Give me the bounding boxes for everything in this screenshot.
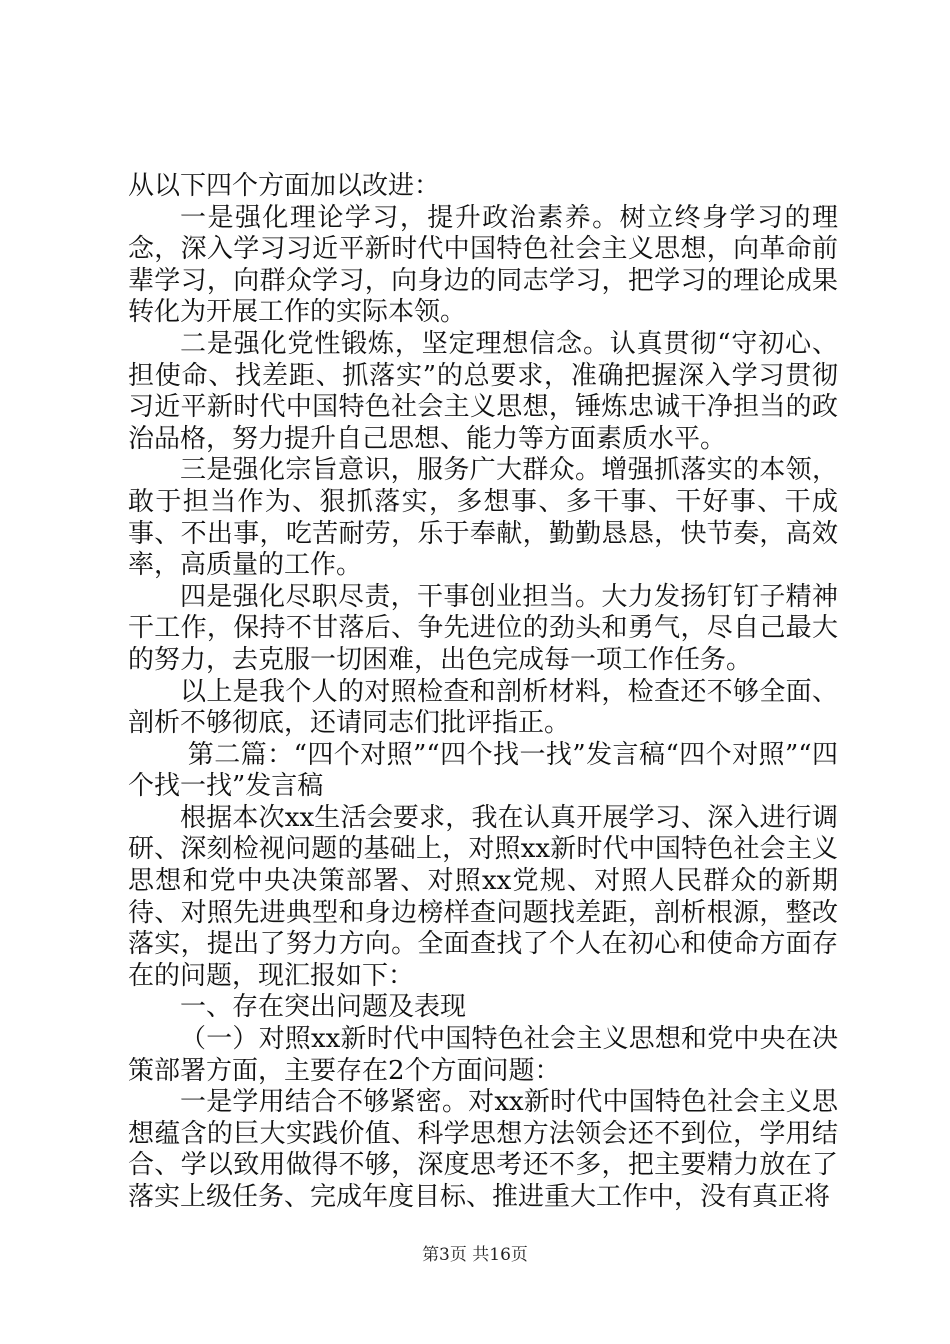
paragraph-improvement-3: 三是强化宗旨意识，服务广大群众。增强抓落实的本领，敢于担当作为、狠抓落实，多想事、多干事、干好事、干成事、不出事，吃苦耐劳，乐于奉献，勤勤恳恳，快节奏，高效率，高质量的工作。	[128, 455, 838, 581]
paragraph-conclusion: 以上是我个人的对照检查和剖析材料，检查还不够全面、剖析不够彻底，还请同志们批评指正。	[128, 676, 838, 739]
paragraph-improvement-1: 一是强化理论学习，提升政治素养。树立终身学习的理念，深入学习习近平新时代中国特色社会主义思想，向革命前辈学习，向群众学习，向身边的同志学习，把学习的理论成果转化为开展工作的实际本领。	[128, 202, 838, 328]
paragraph-improvement-2: 二是强化党性锻炼，坚定理想信念。认真贯彻“守初心、担使命、找差距、抓落实”的总要求，准确把握深入学习贯彻习近平新时代中国特色社会主义思想，锤炼忠诚干净担当的政治品格，努力提升自己思想、能力等方面素质水平。	[128, 328, 838, 454]
page-number-footer: 第3页 共16页	[422, 1245, 528, 1265]
subheading-problems: 一、存在突出问题及表现	[180, 992, 467, 1023]
document-body	[128, 171, 838, 1214]
paragraph-improvement-4: 四是强化尽职尽责，干事创业担当。大力发扬钉钉子精神干工作，保持不甘落后、争先进位的劲头和勇气，尽自己最大的努力，去克服一切困难，出色完成每一项工作任务。	[128, 581, 838, 675]
section-heading: 第二篇：“四个对照”“四个找一找”发言稿“四个对照”“四个找一找”发言稿	[128, 739, 838, 802]
paragraph-problem-1: 一是学用结合不够紧密。对xx新时代中国特色社会主义思想蕴含的巨大实践价值、科学思想方法领会还不到位，学用结合、学以致用做得不够，深度思考还不多，把主要精力放在了落实上级任务、完成年度目标、推进重大工作中，没有真正将	[128, 1087, 838, 1212]
subheading-comparison-1: （一）对照xx新时代中国特色社会主义思想和党中央在决策部署方面，主要存在2个方面问题：	[128, 1024, 838, 1086]
paragraph-intro: 根据本次xx生活会要求，我在认真开展学习、深入进行调研、深刻检视问题的基础上，对照xx新时代中国特色社会主义思想和党中央决策部署、对照xx党规、对照人民群众的新期待、对照先进典型和身边榜样查问题找差距，剖析根源，整改落实，提出了努力方向。全面查找了个人在初心和使命方面存在的问题，现汇报如下：	[128, 802, 838, 991]
paragraph-continuation: 从以下四个方面加以改进：	[128, 171, 441, 201]
